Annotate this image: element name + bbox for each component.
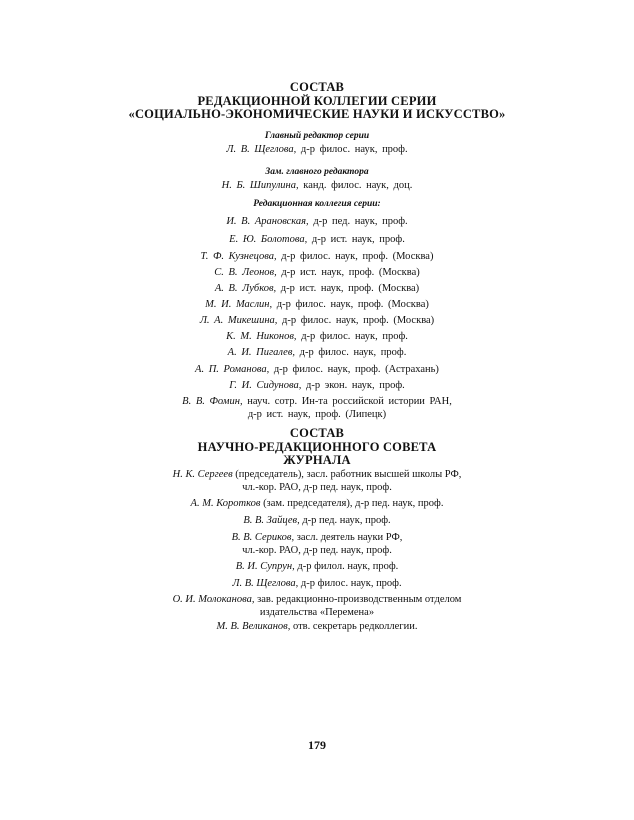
person-name: В. В. Зайцев, — [243, 515, 300, 526]
person-name: В. В. Сериков, — [231, 532, 295, 543]
person-credentials: (зам. председателя), д-р пед. наук, проф. — [260, 498, 444, 509]
board-heading-line: «СОЦИАЛЬНО-ЭКОНОМИЧЕСКИЕ НАУКИ И ИСКУССТВО» — [128, 107, 506, 121]
person-credentials: д-р филос. наук, проф. — [296, 144, 408, 155]
board-heading — [120, 81, 514, 122]
person-credentials-continued: издательства «Перемена» — [259, 607, 375, 618]
board-member — [120, 379, 514, 392]
person-credentials: (председатель), засл. работник высшей школы РФ, — [232, 469, 462, 480]
person-credentials: д-р ист. наук, проф. (Москва) — [276, 283, 420, 294]
person-name: Н. Б. Шипулина, — [221, 180, 299, 191]
person-credentials: засл. деятель науки РФ, — [294, 532, 403, 543]
person-credentials: д-р ист. наук, проф. (Москва) — [276, 267, 420, 278]
person-credentials: канд. филос. наук, доц. — [298, 180, 413, 191]
chief-editor-label: Главный редактор серии — [264, 131, 370, 141]
council-heading-line: ЖУРНАЛА — [283, 453, 351, 467]
person-credentials: науч. сотр. Ин-та российской истории РАН, — [242, 396, 452, 407]
person-credentials: д-р филос. наук, проф. (Москва) — [277, 315, 435, 326]
page-number: 179 — [308, 738, 326, 752]
person-name: О. И. Молоканова, — [172, 594, 255, 605]
person-credentials: д-р филос. наук, проф. — [296, 331, 408, 342]
person-name: Е. Ю. Болотова, — [229, 234, 308, 245]
council-member — [120, 468, 514, 494]
board-member — [120, 346, 514, 359]
council-heading-line: НАУЧНО-РЕДАКЦИОННОГО СОВЕТА — [197, 439, 437, 454]
council-heading — [120, 427, 514, 468]
council-member — [120, 560, 514, 573]
person-name: Н. К. Сергеев — [172, 469, 233, 480]
person-name: В. И. Супрун, — [235, 561, 295, 572]
person-name: Л. А. Микешина, — [199, 315, 278, 326]
person-credentials-continued: чл.-кор. РАО, д-р пед. наук, проф. — [242, 545, 392, 556]
person-name: М. В. Великанов, — [216, 621, 291, 632]
person-credentials: д-р филос. наук, проф. (Москва) — [272, 299, 429, 310]
person-credentials: д-р филос. наук, проф. — [295, 347, 407, 358]
board-members-label: Редакционная коллегия серии: — [253, 199, 381, 209]
council-member — [120, 514, 514, 527]
board-member — [120, 250, 514, 263]
person-name: А. М. Коротков — [190, 498, 261, 509]
person-credentials: д-р филол. наук, проф. — [294, 561, 399, 572]
board-member — [120, 215, 514, 228]
person-credentials: д-р пед. наук, проф. — [299, 515, 391, 526]
board-member — [120, 363, 514, 376]
deputy-editor-entry — [120, 179, 514, 192]
board-heading-line: РЕДАКЦИОННОЙ КОЛЛЕГИИ СЕРИИ — [197, 93, 437, 108]
person-credentials: д-р пед. наук, проф. — [308, 216, 408, 227]
person-name: С. В. Леонов, — [214, 267, 277, 278]
person-credentials: отв. секретарь редколлегии. — [290, 621, 418, 632]
council-member — [120, 531, 514, 557]
council-member — [120, 620, 514, 633]
person-name: В. В. Фомин, — [182, 396, 243, 407]
person-credentials: д-р филос. наук, проф. — [298, 578, 402, 589]
person-credentials: д-р филос. наук, проф. (Астрахань) — [269, 364, 439, 375]
council-member — [120, 593, 514, 619]
board-member — [120, 298, 514, 311]
person-name: Т. Ф. Кузнецова, — [200, 251, 277, 262]
board-heading-line: СОСТАВ — [289, 80, 345, 94]
person-name: М. И. Маслин, — [205, 299, 273, 310]
council-member — [120, 577, 514, 590]
board-member — [120, 233, 514, 246]
person-name: Л. В. Щеглова, — [232, 578, 299, 589]
board-member — [120, 266, 514, 279]
person-name: А. И. Пигалев, — [227, 347, 296, 358]
council-heading-line: СОСТАВ — [289, 426, 345, 440]
person-name: И. В. Арановская, — [226, 216, 309, 227]
person-name: Г. И. Сидунова, — [229, 380, 302, 391]
person-credentials-continued: д-р ист. наук, проф. (Липецк) — [247, 409, 387, 420]
deputy-editor-label: Зам. главного редактора — [265, 167, 369, 177]
person-name: А. П. Романова, — [195, 364, 270, 375]
board-member — [120, 282, 514, 295]
council-member — [120, 497, 514, 510]
person-credentials: д-р филос. наук, проф. (Москва) — [276, 251, 434, 262]
person-name: Л. В. Щеглова, — [226, 144, 297, 155]
person-name: А. В. Лубков, — [214, 283, 277, 294]
person-credentials-continued: чл.-кор. РАО, д-р пед. наук, проф. — [242, 482, 392, 493]
person-name: К. М. Никонов, — [226, 331, 297, 342]
chief-editor-entry — [120, 143, 514, 156]
person-credentials: д-р экон. наук, проф. — [301, 380, 405, 391]
board-member — [120, 395, 514, 421]
person-credentials: д-р ист. наук, проф. — [307, 234, 405, 245]
board-member — [120, 314, 514, 327]
person-credentials: зав. редакционно-производственным отделом — [254, 594, 462, 605]
board-member — [120, 330, 514, 343]
